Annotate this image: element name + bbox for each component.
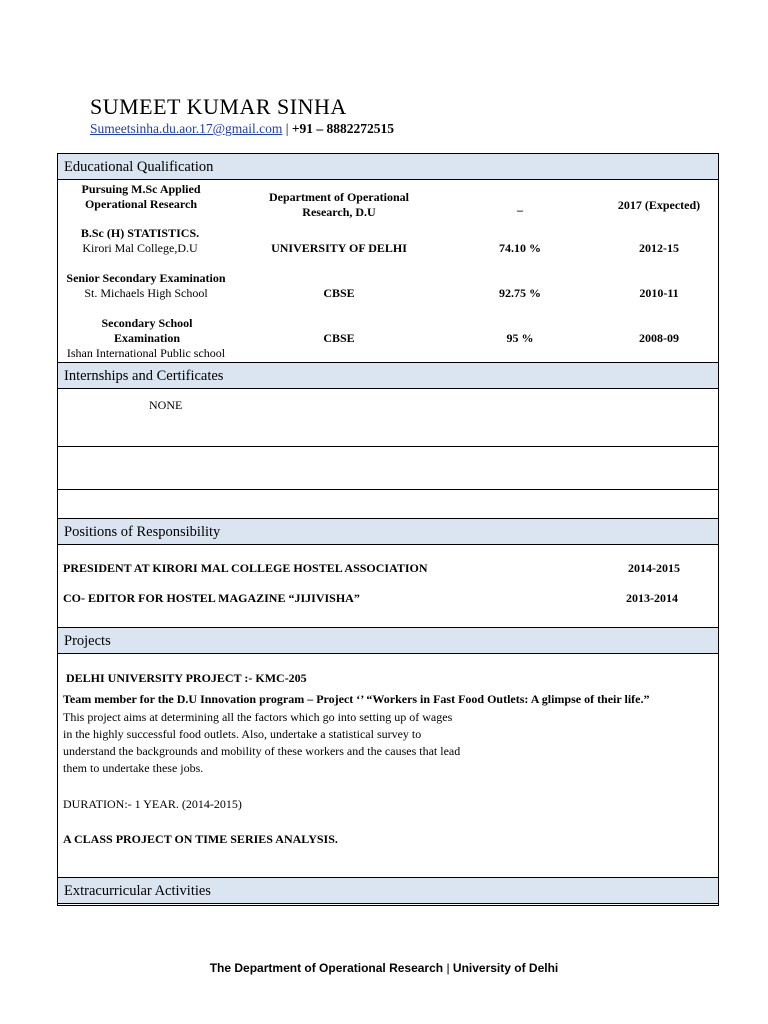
edu-row-2-year: 2012-15 (639, 241, 679, 255)
email-link[interactable]: Sumeetsinha.du.aor.17@gmail.com (90, 121, 283, 136)
edu-row-3-score: 92.75 % (499, 286, 541, 300)
phone-number: +91 – 8882272515 (291, 121, 395, 136)
edu-row-2-board: UNIVERSITY OF DELHI (271, 241, 407, 255)
position-1-year: 2014-2015 (628, 561, 680, 575)
contact-line (90, 121, 394, 137)
contact-separator: | (282, 121, 292, 136)
edu-row-3-board: CBSE (323, 286, 355, 300)
section-header-positions: Positions of Responsibility (58, 518, 718, 545)
footer-department: The Department of Operational Research (209, 961, 444, 975)
edu-row-4-board: CBSE (323, 331, 355, 345)
project-1-description-line: understand the backgrounds and mobility of these workers and the causes that lead (63, 744, 461, 758)
project-1-description-line: them to undertake these jobs. (63, 761, 204, 775)
project-1-description-line: This project aims at determining all the factors which go into setting up of wages (63, 710, 453, 724)
project-1-title: DELHI UNIVERSITY PROJECT :- KMC-205 (66, 671, 307, 685)
project-1-description-line: in the highly successful food outlets. Also, undertake a statistical survey to (63, 727, 422, 741)
edu-row-4-score: 95 % (506, 331, 534, 345)
project-1-duration: DURATION:- 1 YEAR. (2014-2015) (63, 797, 242, 811)
edu-row-1-score: – (517, 203, 523, 217)
footer-university: University of Delhi (452, 961, 559, 975)
section-header-internships: Internships and Certificates (58, 362, 718, 389)
row-divider (58, 446, 718, 447)
project-1-subtitle: Team member for the D.U Innovation program – Project ‘’ “Workers in Fast Food Outlets: A glimpse of their life.” (63, 692, 650, 706)
edu-row-3-degree: Senior Secondary Examination (66, 271, 226, 285)
edu-row-2-degree: B.Sc (H) STATISTICS. (80, 226, 200, 240)
position-1-role: PRESIDENT AT KIRORI MAL COLLEGE HOSTEL ASSOCIATION (63, 561, 428, 575)
section-header-extracurricular: Extracurricular Activities (58, 877, 718, 904)
row-divider (58, 489, 718, 490)
internships-text: NONE (149, 398, 183, 412)
page-footer (0, 961, 768, 975)
edu-row-2-institution: Kirori Mal College,D.U (82, 241, 198, 255)
edu-row-1-degree: Pursuing M.Sc Applied Operational Research (81, 182, 201, 211)
edu-row-1-year: 2017 (Expected) (617, 198, 701, 212)
position-2-role: CO- EDITOR FOR HOSTEL MAGAZINE “JIJIVISHA” (63, 591, 360, 605)
edu-row-2-score: 74.10 % (499, 241, 541, 255)
footer-separator: | (443, 961, 453, 975)
edu-row-1-board: Department of Operational Research, D.U (269, 190, 409, 219)
position-2-year: 2013-2014 (626, 591, 678, 605)
candidate-name: SUMEET KUMAR SINHA (90, 94, 347, 119)
section-header-projects: Projects (58, 627, 718, 654)
edu-row-4-year: 2008-09 (639, 331, 679, 345)
edu-row-4-degree: Secondary School Examination (101, 316, 193, 345)
edu-row-3-institution: St. Michaels High School (84, 286, 208, 300)
edu-row-3-year: 2010-11 (639, 286, 679, 300)
edu-row-4-institution: Ishan International Public school (66, 346, 226, 360)
section-header-education: Educational Qualification (58, 153, 718, 180)
project-2-title: A CLASS PROJECT ON TIME SERIES ANALYSIS. (63, 832, 338, 846)
